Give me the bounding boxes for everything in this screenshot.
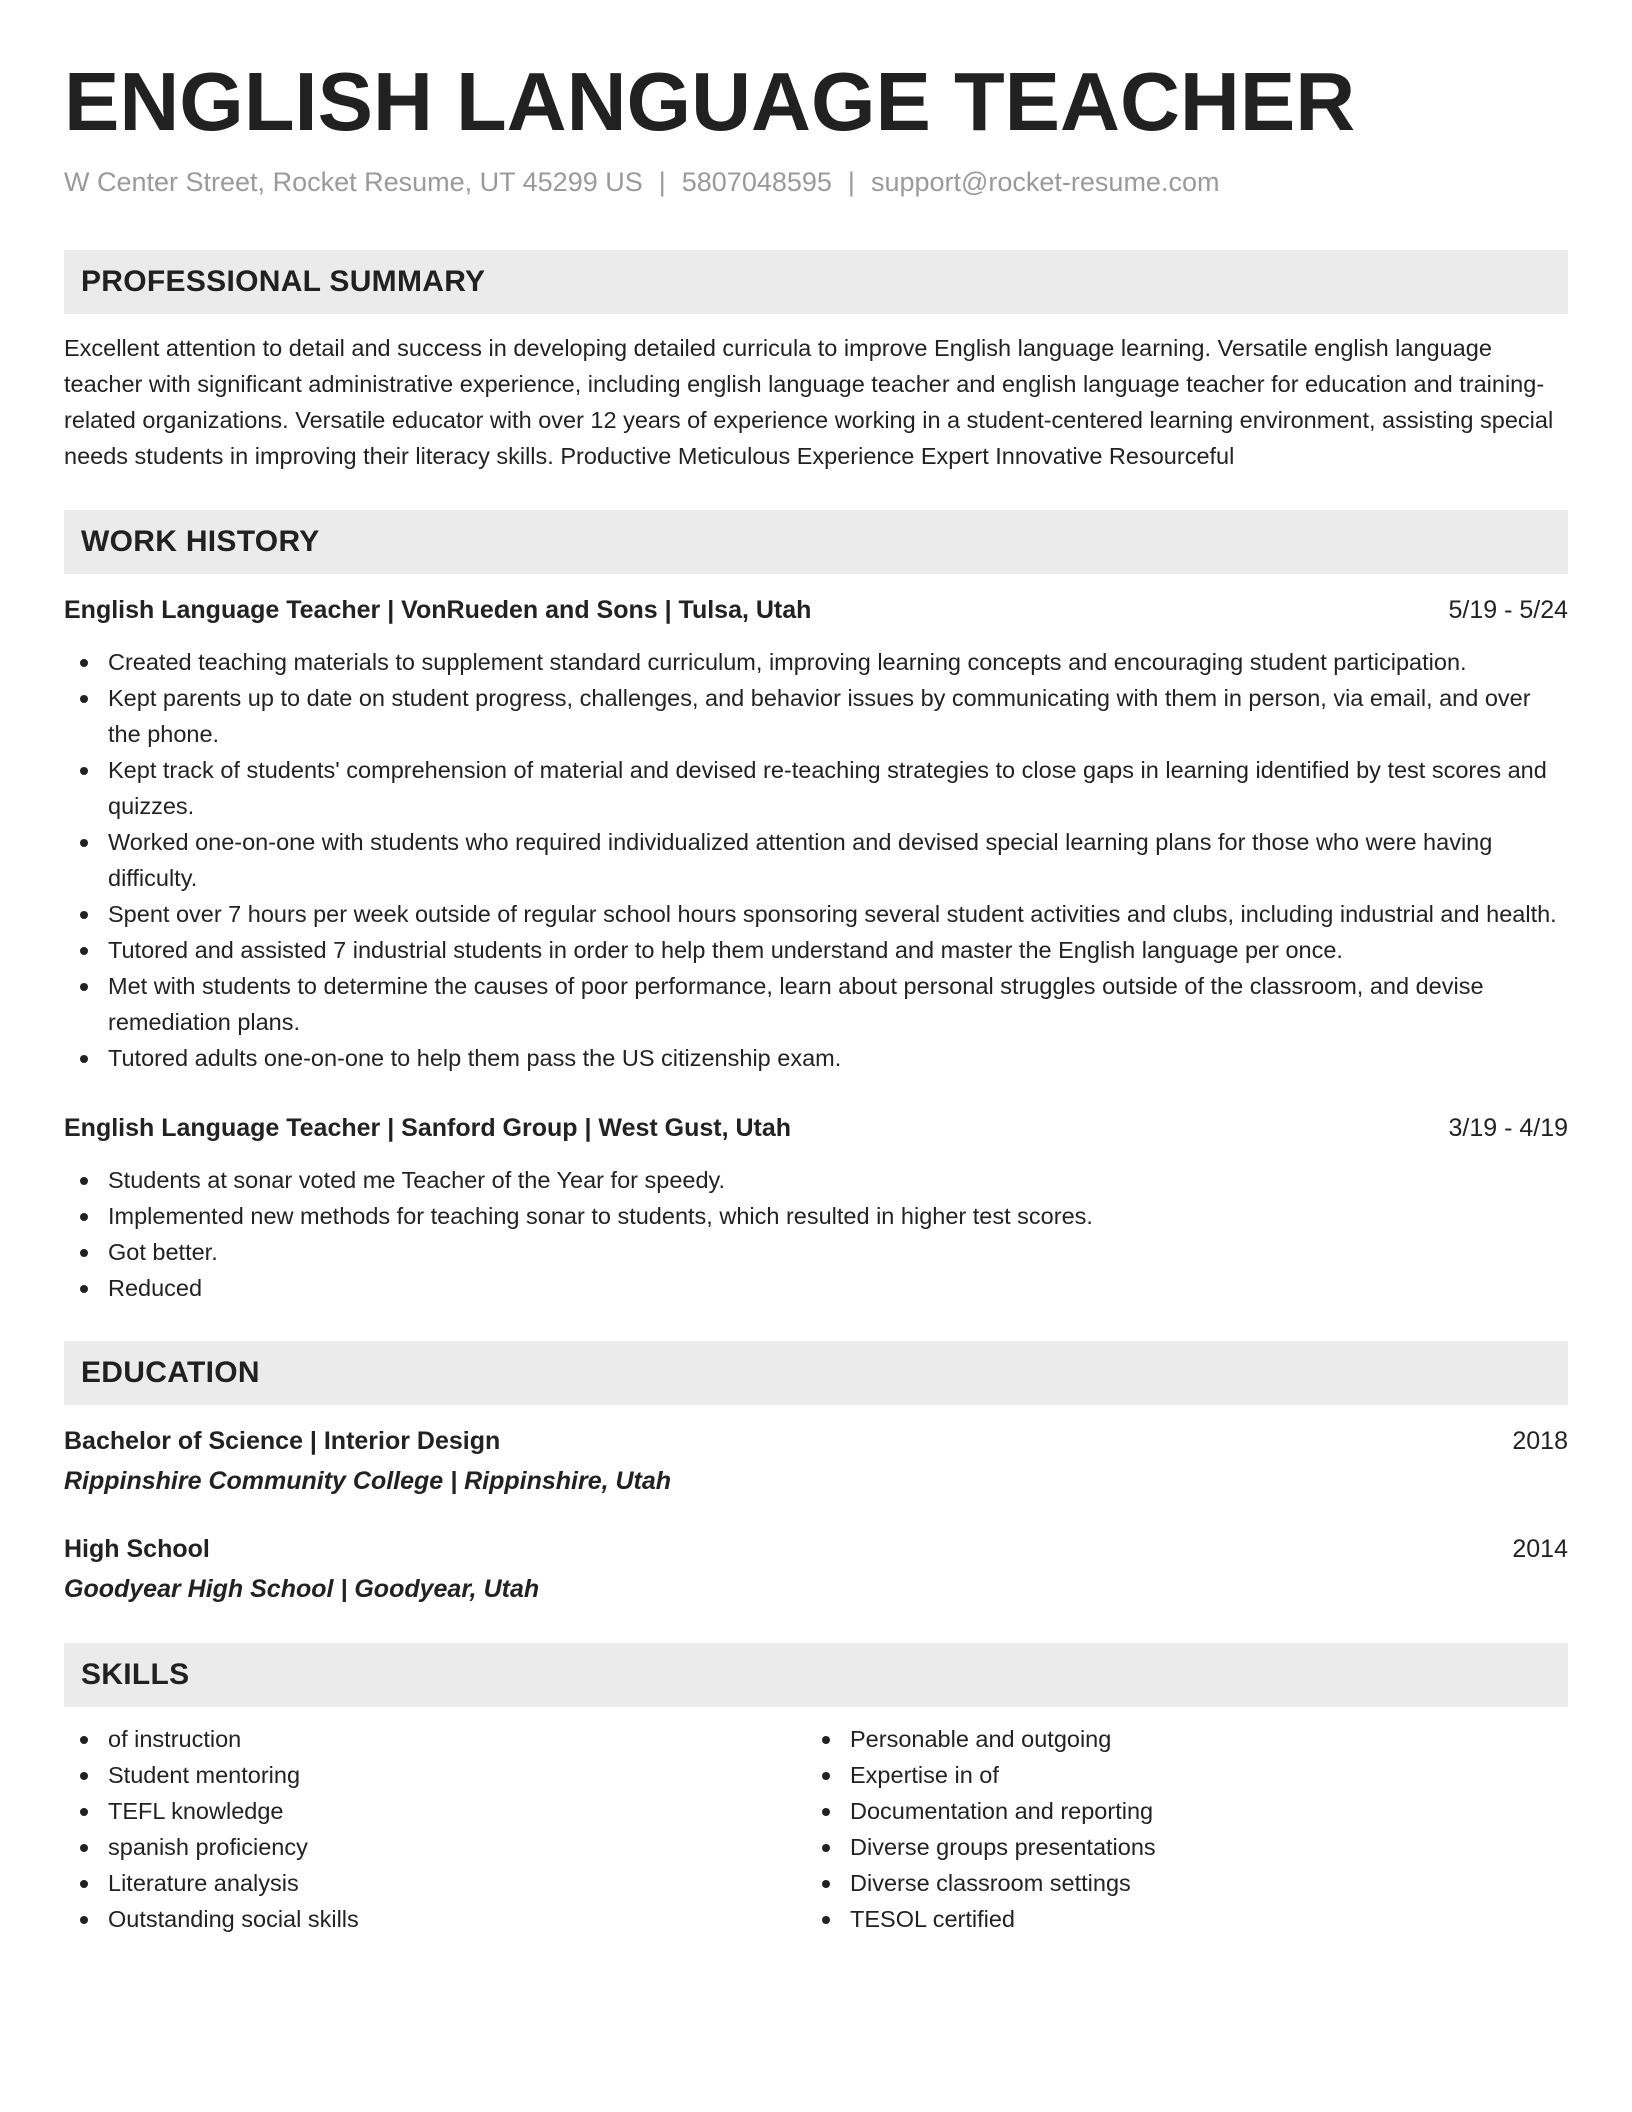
skills-column-left bbox=[64, 1721, 806, 1937]
job-entry bbox=[64, 1110, 1568, 1306]
skill-item: of instruction bbox=[64, 1721, 806, 1757]
job-bullet: Implemented new methods for teaching sonar to students, which resulted in higher test scores. bbox=[64, 1198, 1568, 1234]
education-heading: EDUCATION bbox=[64, 1341, 1568, 1405]
skill-item: Student mentoring bbox=[64, 1757, 806, 1793]
skill-item: TEFL knowledge bbox=[64, 1793, 806, 1829]
job-bullet: Tutored adults one-on-one to help them pass the US citizenship exam. bbox=[64, 1040, 1568, 1076]
education-year: 2014 bbox=[1512, 1535, 1568, 1563]
job-title-row bbox=[64, 592, 1568, 628]
summary-text: Excellent attention to detail and success in developing detailed curricula to improve English language learning. Versatile english language teacher with significant administrative experience, including english language teacher and english language teacher for education and training-related organizations. Versatile educator with over 12 years of experience working in a student-centered learning environment, assisting special needs students in improving their literacy skills. Productive Meticulous Experience Expert Innovative Resourceful bbox=[64, 335, 1554, 469]
education-entry bbox=[64, 1423, 1568, 1499]
skills-list bbox=[806, 1721, 1548, 1937]
job-bullet: Kept parents up to date on student progress, challenges, and behavior issues by communicating with them in person, via email, and over the phone. bbox=[64, 680, 1568, 752]
education-entry bbox=[64, 1531, 1568, 1607]
job-bullet: Reduced bbox=[64, 1270, 1568, 1306]
contact-line bbox=[64, 164, 1568, 200]
skill-item: TESOL certified bbox=[806, 1901, 1548, 1937]
summary-heading: PROFESSIONAL SUMMARY bbox=[64, 250, 1568, 314]
skill-item: Personable and outgoing bbox=[806, 1721, 1548, 1757]
job-bullets bbox=[64, 644, 1568, 1076]
education-title-row bbox=[64, 1531, 1568, 1567]
contact-address: W Center Street, Rocket Resume, UT 45299 US bbox=[64, 167, 643, 197]
skill-item: Diverse classroom settings bbox=[806, 1865, 1548, 1901]
resume-name: ENGLISH LANGUAGE TEACHER bbox=[64, 55, 1356, 148]
job-dates: 3/19 - 4/19 bbox=[1448, 1114, 1568, 1142]
contact-email: support@rocket-resume.com bbox=[870, 167, 1220, 197]
job-bullet: Kept track of students' comprehension of material and devised re-teaching strategies to close gaps in learning identified by test scores and quizzes. bbox=[64, 752, 1568, 824]
education-school: Rippinshire Community College | Rippinshire, Utah bbox=[64, 1467, 672, 1495]
skill-item: Expertise in of bbox=[806, 1757, 1548, 1793]
education-school: Goodyear High School | Goodyear, Utah bbox=[64, 1575, 540, 1603]
education-degree: Bachelor of Science | Interior Design bbox=[64, 1427, 501, 1455]
job-title: English Language Teacher | Sanford Group | West Gust, Utah bbox=[64, 1114, 792, 1142]
job-bullet: Spent over 7 hours per week outside of regular school hours sponsoring several student activities and clubs, including industrial and health. bbox=[64, 896, 1568, 932]
skills-heading: SKILLS bbox=[64, 1643, 1568, 1707]
skill-item: spanish proficiency bbox=[64, 1829, 806, 1865]
work-history-heading: WORK HISTORY bbox=[64, 510, 1568, 574]
contact-phone: 5807048595 bbox=[681, 167, 832, 197]
job-bullets bbox=[64, 1162, 1568, 1306]
job-title: English Language Teacher | VonRueden and Sons | Tulsa, Utah bbox=[64, 596, 812, 624]
job-bullet: Tutored and assisted 7 industrial students in order to help them understand and master the English language per once. bbox=[64, 932, 1568, 968]
contact-separator: | bbox=[658, 167, 666, 197]
job-bullet: Worked one-on-one with students who required individualized attention and devised special learning plans for those who were having difficulty. bbox=[64, 824, 1568, 896]
job-bullet: Created teaching materials to supplement standard curriculum, improving learning concepts and encouraging student participation. bbox=[64, 644, 1568, 680]
skill-item: Diverse groups presentations bbox=[806, 1829, 1548, 1865]
education-degree: High School bbox=[64, 1535, 210, 1563]
job-bullet: Got better. bbox=[64, 1234, 1568, 1270]
job-bullet: Students at sonar voted me Teacher of the Year for speedy. bbox=[64, 1162, 1568, 1198]
skill-item: Outstanding social skills bbox=[64, 1901, 806, 1937]
education-year: 2018 bbox=[1512, 1427, 1568, 1455]
job-bullet: Met with students to determine the causes of poor performance, learn about personal struggles outside of the classroom, and devise remediation plans. bbox=[64, 968, 1568, 1040]
education-title-row bbox=[64, 1423, 1568, 1459]
job-dates: 5/19 - 5/24 bbox=[1448, 596, 1568, 624]
job-title-row bbox=[64, 1110, 1568, 1146]
contact-separator: | bbox=[847, 167, 855, 197]
skills-column-right bbox=[806, 1721, 1548, 1937]
skill-item: Documentation and reporting bbox=[806, 1793, 1548, 1829]
job-entry bbox=[64, 592, 1568, 1076]
skills-grid bbox=[64, 1721, 1568, 1937]
skills-list bbox=[64, 1721, 806, 1937]
skill-item: Literature analysis bbox=[64, 1865, 806, 1901]
